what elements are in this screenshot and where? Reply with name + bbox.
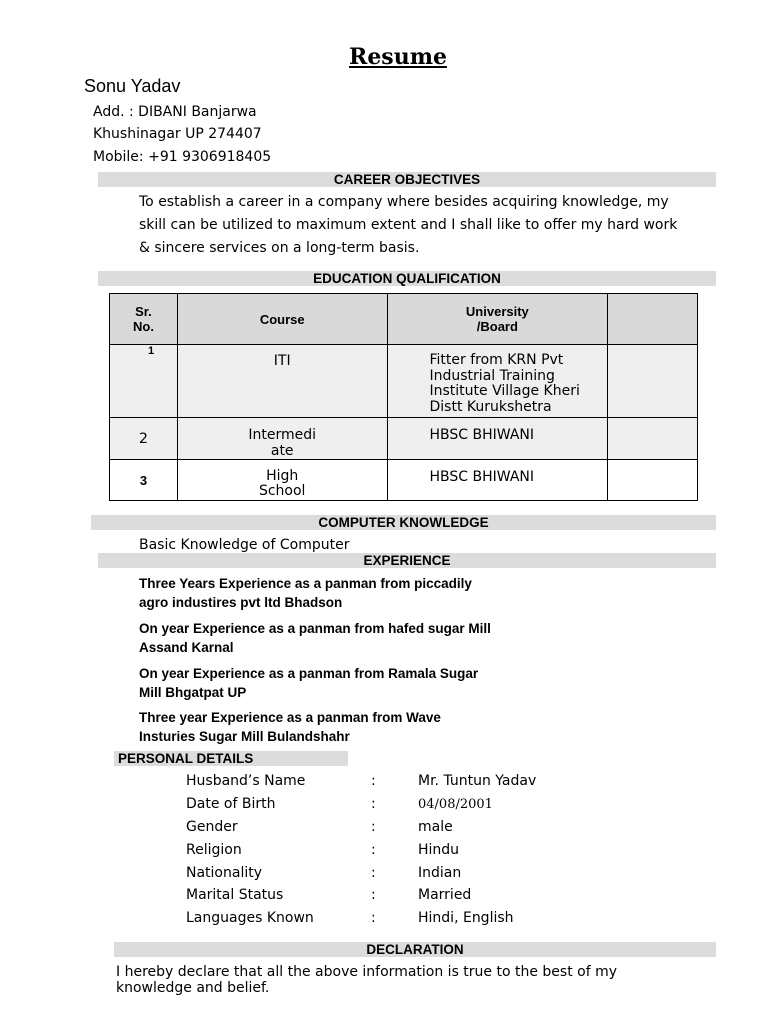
cell-board: HBSC BHIWANI (387, 460, 608, 501)
label-gender: Gender (186, 819, 238, 835)
declaration-text: I hereby declare that all the above information is true to the best of my knowledge and belief. (116, 964, 618, 996)
label-date-of-birth: Date of Birth (186, 796, 276, 812)
value-date-of-birth: 04/08/2001 (418, 797, 493, 812)
colon: : (371, 865, 376, 881)
cell-board: HBSC BHIWANI (387, 418, 608, 460)
resume-title: Resume (349, 44, 447, 70)
cell-blank (608, 345, 698, 418)
value-nationality: Indian (418, 865, 462, 881)
experience-item: Three Years Experience as a panman from piccadily agro industires pvt ltd Bhadson (139, 576, 472, 610)
cell-board: Fitter from KRN Pvt Industrial Training Institute Village Kheri Distt Kurukshetra (387, 345, 608, 418)
col-header-blank (608, 294, 698, 345)
address-line-2: Khushinagar UP 274407 (93, 126, 262, 142)
col-header-board: University /Board (387, 294, 608, 345)
label-nationality: Nationality (186, 865, 263, 881)
colon: : (371, 910, 376, 926)
personal-details-heading: PERSONAL DETAILS (114, 751, 348, 766)
cell-blank (608, 418, 698, 460)
education-heading: EDUCATION QUALIFICATION (98, 271, 716, 286)
value-religion: Hindu (418, 842, 460, 858)
cell-sr: 2 (110, 418, 178, 460)
experience-item: Three year Experience as a panman from Wave Insturies Sugar Mill Bulandshahr (139, 710, 441, 744)
career-objective-text: To establish a career in a company where besides acquiring knowledge, my skill can be utilized to maximum extent and I shall like to offer my hard work & sincere services on a long-term basis. (139, 194, 678, 256)
label-marital-status: Marital Status (186, 887, 284, 903)
value-husband-name: Mr. Tuntun Yadav (418, 773, 537, 789)
address-line-1: Add. : DIBANI Banjarwa (93, 104, 257, 120)
label-languages-known: Languages Known (186, 910, 314, 926)
colon: : (371, 773, 376, 789)
col-header-course: Course (177, 294, 387, 345)
experience-item: On year Experience as a panman from hafed sugar Mill Assand Karnal (139, 621, 491, 655)
experience-heading: EXPERIENCE (98, 553, 716, 568)
value-marital-status: Married (418, 887, 472, 903)
table-header-row (110, 294, 698, 345)
colon: : (371, 796, 376, 812)
cell-course: Intermedi ate (177, 418, 387, 460)
career-objectives-heading: CAREER OBJECTIVES (98, 172, 716, 187)
value-gender: male (418, 819, 453, 835)
colon: : (371, 887, 376, 903)
computer-knowledge-item: Basic Knowledge of Computer (139, 537, 350, 553)
declaration-heading: DECLARATION (114, 942, 716, 957)
colon: : (371, 819, 376, 835)
value-languages-known: Hindi, English (418, 910, 514, 926)
education-table (109, 293, 698, 501)
table-row (110, 460, 698, 501)
label-husband-name: Husband’s Name (186, 773, 306, 789)
colon: : (371, 842, 376, 858)
cell-sr: 3 (110, 460, 178, 501)
cell-course: ITI (177, 345, 387, 418)
cell-sr: 1 (110, 345, 178, 418)
label-religion: Religion (186, 842, 242, 858)
cell-course: High School (177, 460, 387, 501)
col-header-sr: Sr. No. (110, 294, 178, 345)
cell-blank (608, 460, 698, 501)
experience-item: On year Experience as a panman from Ramala Sugar Mill Bhgatpat UP (139, 666, 479, 700)
computer-knowledge-heading: COMPUTER KNOWLEDGE (91, 515, 716, 530)
candidate-name: Sonu Yadav (84, 76, 181, 96)
table-row (110, 345, 698, 418)
mobile-line: Mobile: +91 9306918405 (93, 149, 272, 165)
table-row (110, 418, 698, 460)
